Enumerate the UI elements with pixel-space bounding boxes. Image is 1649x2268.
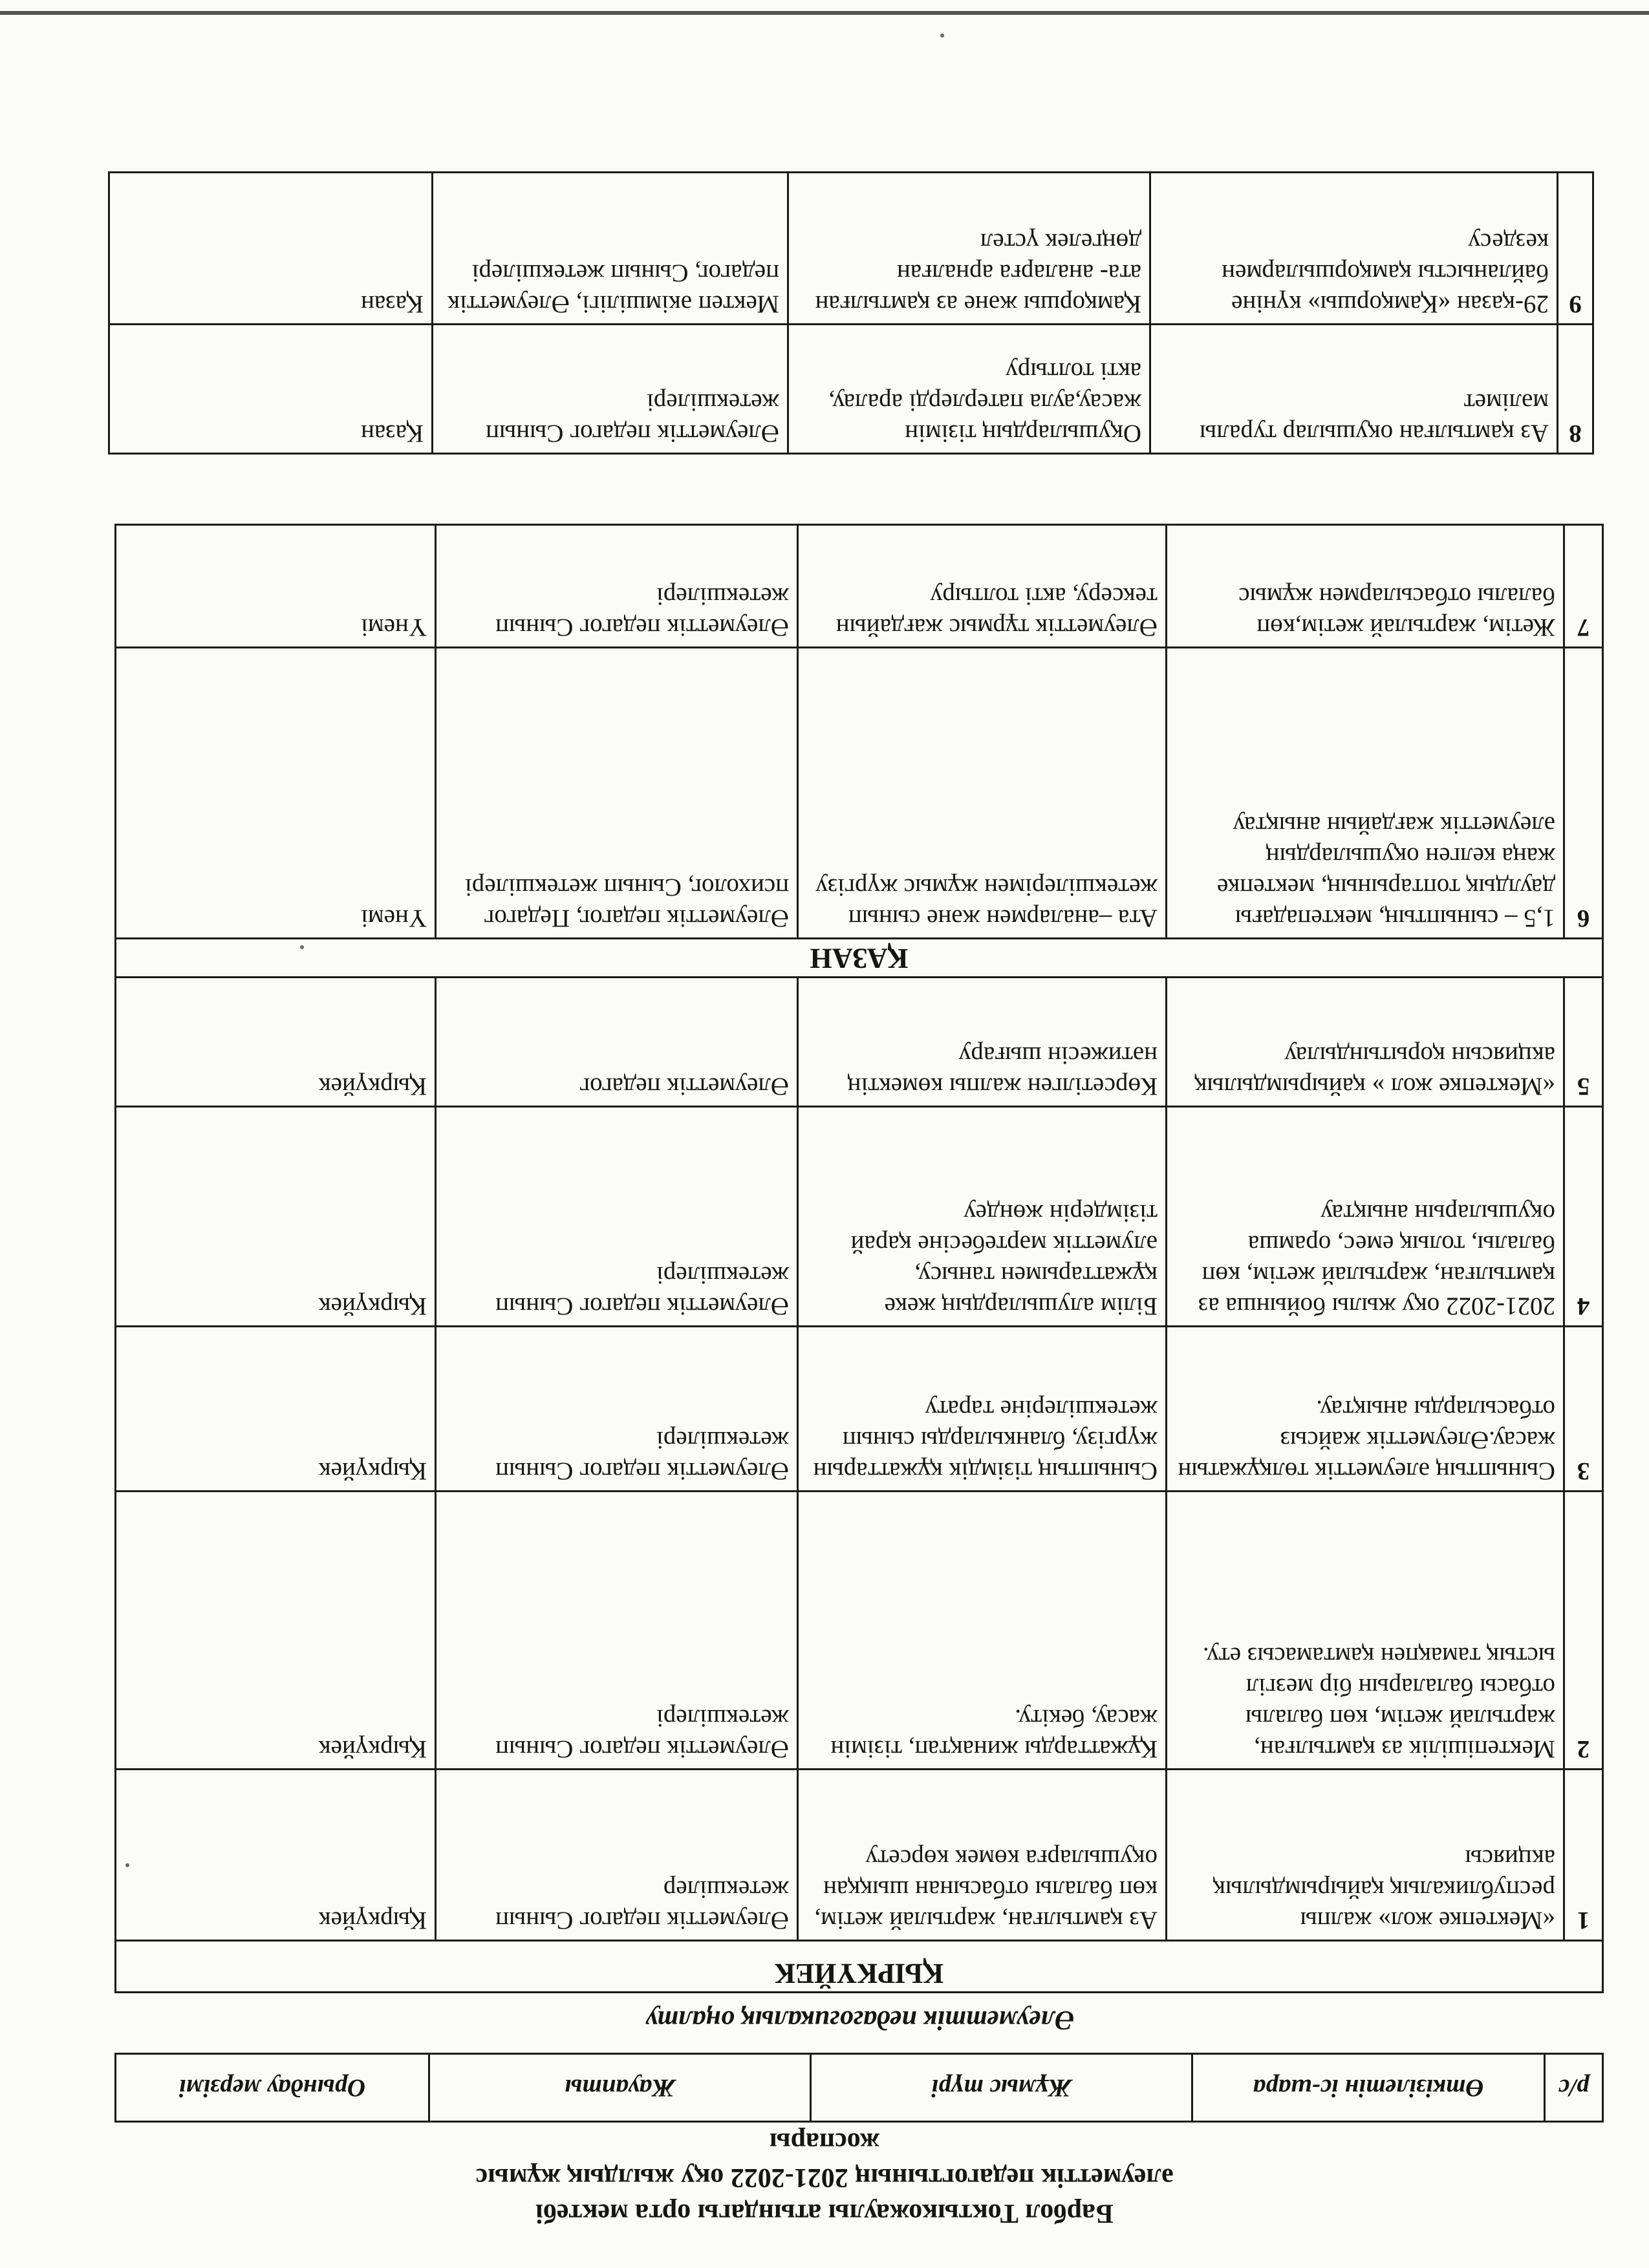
plan-title: әлеуметтік педагогтының 2021-2022 оқу жылдық жұмыс bbox=[475, 2163, 1174, 2192]
plan-subtitle: жоспары bbox=[769, 2127, 880, 2157]
row-responsible: Әлеуметтік педагог Сынып жетекшілері bbox=[433, 325, 788, 454]
row-event: Аз қамтылған оқушылар туралы мәлімет bbox=[1150, 325, 1558, 454]
row-term: Қыркүйек bbox=[115, 1770, 435, 1941]
row-term: Үнемі bbox=[115, 648, 435, 939]
row-event: «Мектепке жол» жалпы республикалық қайырымдылық акциясы bbox=[1167, 1770, 1564, 1941]
row-type: Білім алушылардың жеке құжаттарымен танысу, әлуметтік мәртебесіне қарай тізімдерін жөндеу bbox=[798, 1107, 1167, 1327]
row-number: 9 bbox=[1558, 173, 1593, 325]
row-term: Қыркүйек bbox=[115, 1107, 435, 1327]
row-term: Қазан bbox=[109, 173, 433, 325]
row-event: 2021-2022 оқу жылы бойынша аз қамтылған, жартылай жетім, көп балалы, толық емес, орамша оқушыларын анықтау bbox=[1167, 1107, 1564, 1327]
row-number: 6 bbox=[1564, 648, 1603, 939]
row-number: 7 bbox=[1564, 525, 1603, 648]
section-subtitle: Әлеуметтік педагогикалық оңалту bbox=[645, 2005, 1075, 2035]
row-type: Құжаттарды жинақтап, тізімін жасау, бекіту. bbox=[798, 1492, 1167, 1770]
row-type: Әлеуметтік тұрмыс жағдайын тексеру, акті толтыру bbox=[798, 525, 1167, 648]
table-row bbox=[115, 1327, 1602, 1492]
row-responsible: Әлеуметтік педагог bbox=[436, 978, 798, 1107]
row-term: Үнемі bbox=[115, 525, 435, 648]
table-row bbox=[115, 648, 1602, 939]
row-number: 1 bbox=[1564, 1770, 1603, 1941]
row-number: 5 bbox=[1564, 978, 1603, 1107]
row-event: 1,5 – сыныптың, мектепадағы даулдық топтарының, мектепке жаңа келген оқушылардың әлеуметтік жағдайын анықтау bbox=[1167, 648, 1564, 939]
row-responsible: Мектеп әкімшілігі, Әлеуметтік педагог, Сынып жетекшілері bbox=[433, 173, 788, 325]
row-responsible: Әлеуметтік педагог Сынып жетекшілері bbox=[436, 525, 798, 648]
row-number: 3 bbox=[1564, 1327, 1603, 1492]
row-type: Қамқоршы және аз қамтылған ата- аналарға арналған дөңгелек үстел bbox=[788, 173, 1150, 325]
row-term: Қазан bbox=[109, 325, 433, 454]
section-october: ҚАЗАН bbox=[115, 939, 1602, 978]
row-event: Сыныптың әлеуметтік төлқұжатын жасау.Әлеуметтік жайсыз отбасыларды анықтау. bbox=[1167, 1327, 1564, 1492]
col-header-event: Өткізілетін іс-шара bbox=[1192, 2054, 1545, 2122]
col-header-type: Жұмыс түрі bbox=[811, 2054, 1192, 2122]
row-event: «Мектепке жол » қайырымдылық акциясын қорытындылау bbox=[1167, 978, 1564, 1107]
row-event: Мектепішілік аз қамтылған, жартылай жетім, көп балалы отбасы балаларын бір мезгіл ыстық тамақпен қамтамасыз ету. bbox=[1167, 1492, 1564, 1770]
row-type: Көрсетілген жалпы көмектің нәтижесін шығару bbox=[798, 978, 1167, 1107]
table-row bbox=[109, 173, 1593, 325]
row-event: 29-қазан «Қамқоршы» күніне байланысты қамқоршылармен кездесу bbox=[1150, 173, 1558, 325]
table-row bbox=[115, 1492, 1602, 1770]
plan-table-page1 bbox=[114, 524, 1604, 1993]
row-responsible: Әлеуметтік педагог, Педагог психолог, Сынып жетекшілері bbox=[436, 648, 798, 939]
col-header-term: Орындау мерзімі bbox=[116, 2054, 429, 2122]
row-term: Қыркүйек bbox=[115, 1492, 435, 1770]
table-row bbox=[115, 525, 1602, 648]
row-type: Ата –аналармен және сынып жетекшілерімен жұмыс жүргізу bbox=[798, 648, 1167, 939]
col-header-responsible: Жауапты bbox=[429, 2054, 811, 2122]
row-number: 2 bbox=[1564, 1492, 1603, 1770]
row-number: 8 bbox=[1558, 325, 1593, 454]
row-event: Жетім, жартылай жетім,көп балалы отбасылармен жұмыс bbox=[1167, 525, 1564, 648]
scan-speck bbox=[300, 945, 304, 949]
table-row bbox=[115, 1770, 1602, 1941]
row-type: Оқушылардың тізімін жасау,аула патерлерді аралау, акті толтыру bbox=[788, 325, 1150, 454]
row-type: Аз қамтылған, жартылай жетім, көп балалы отбасынан шыққан оқушыларға көмек көрсету bbox=[798, 1770, 1167, 1941]
row-type: Сыныптың тізімдік құжаттарын жүргізу, бланкыларды сынып жетекшілеріне тарату bbox=[798, 1327, 1167, 1492]
row-responsible: Әлеуметтік педагог Сынып жетекшілері bbox=[436, 1107, 798, 1327]
row-term: Қыркүйек bbox=[115, 978, 435, 1107]
row-number: 4 bbox=[1564, 1107, 1603, 1327]
section-september: ҚЫРКҮЙЕК bbox=[115, 1941, 1602, 1993]
row-responsible: Әлеуметтік педагог Сынып жетекшілері bbox=[436, 1327, 798, 1492]
scan-edge-line bbox=[0, 11, 1649, 15]
scan-speck bbox=[125, 1863, 129, 1867]
row-responsible: Әлеуметтік педагог Сынып жетекшілер bbox=[436, 1770, 798, 1941]
table-row bbox=[115, 1107, 1602, 1327]
plan-table-page2 bbox=[108, 171, 1594, 455]
school-title: Барбол Токтыкожаулы атындагы орта мектебі bbox=[535, 2198, 1114, 2228]
row-responsible: Әлеуметтік педагог Сынып жетекшілері bbox=[436, 1492, 798, 1770]
table-row bbox=[109, 325, 1593, 454]
table-row bbox=[115, 978, 1602, 1107]
column-header-table bbox=[114, 2053, 1604, 2123]
scan-speck bbox=[940, 34, 944, 37]
row-term: Қыркүйек bbox=[115, 1327, 435, 1492]
col-header-num: р/с bbox=[1545, 2054, 1603, 2122]
